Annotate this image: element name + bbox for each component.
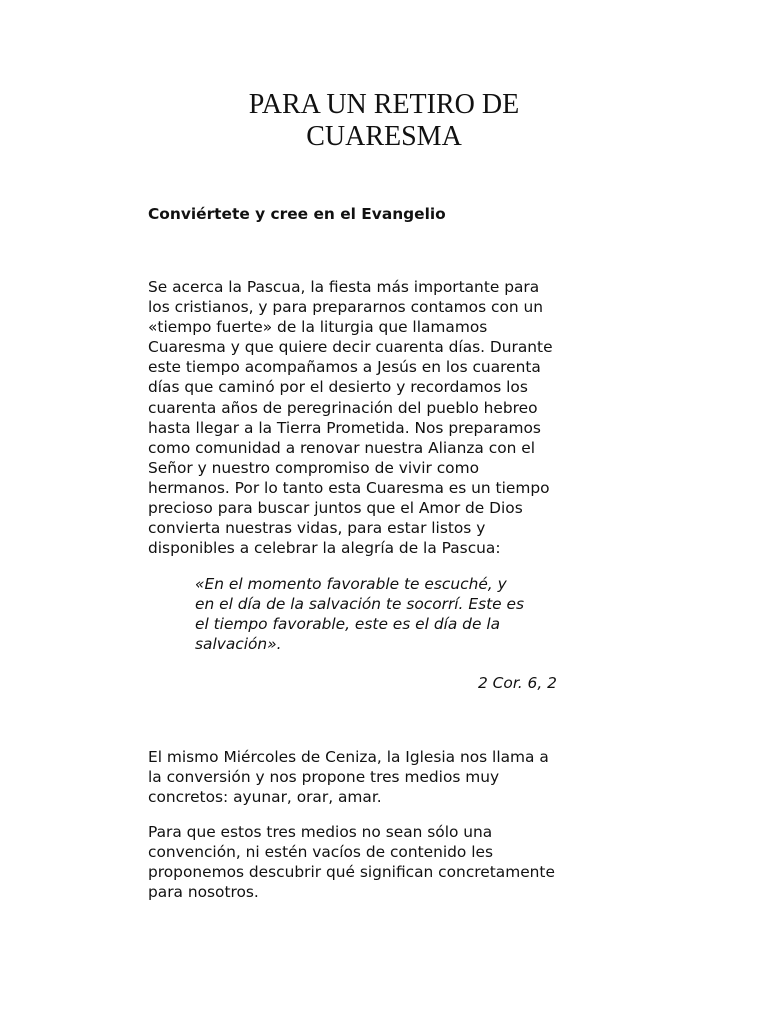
paragraph-line: El mismo Miércoles de Ceniza, la Iglesia nos llama a (148, 748, 549, 766)
paragraph-purpose (148, 822, 555, 902)
paragraph-line: convención, ni estén vacíos de contenido les (148, 843, 493, 862)
paragraph-line: Cuaresma y que quiere decir cuarenta días. Durante (148, 338, 553, 357)
paragraph-line: los cristianos, y para prepararnos contamos con un (148, 298, 544, 317)
paragraph-line: Para que estos tres medios no sean sólo una (148, 823, 493, 841)
paragraph-line: este tiempo acompañamos a Jesús en los cuarenta (148, 358, 541, 377)
paragraph-intro (148, 277, 553, 558)
paragraph-line: días que caminó por el desierto y recordamos los (148, 378, 528, 397)
paragraph-line: la conversión y nos propone tres medios muy (148, 768, 500, 787)
paragraph-line: «tiempo fuerte» de la liturgia que llamamos (148, 318, 488, 337)
paragraph-line: Se acerca la Pascua, la fiesta más importante para (148, 278, 540, 296)
quote-line: en el día de la salvación te socorrí. Este es (195, 595, 524, 614)
quote-line: salvación». (195, 635, 282, 654)
paragraph-line: disponibles a celebrar la alegría de la Pascua: (148, 539, 501, 558)
paragraph-line: proponemos descubrir qué significan concretamente (148, 863, 555, 882)
quote-line: «En el momento favorable te escuché, y (195, 575, 507, 593)
quote-citation: 2 Cor. 6, 2 (478, 674, 557, 692)
paragraph-line: concretos: ayunar, orar, amar. (148, 788, 382, 807)
paragraph-ash-wednesday (148, 747, 549, 807)
paragraph-line: hermanos. Por lo tanto esta Cuaresma es un tiempo (148, 478, 550, 497)
paragraph-line: convierta nuestras vidas, para estar listos y (148, 519, 486, 538)
scripture-quote (195, 574, 524, 654)
section-subtitle: Conviértete y cree en el Evangelio (148, 205, 446, 223)
paragraph-line: hasta llegar a la Tierra Prometida. Nos preparamos (148, 418, 541, 437)
document-title (0, 89, 768, 153)
paragraph-line: como comunidad a renovar nuestra Alianza con el (148, 438, 536, 457)
paragraph-line: Señor y nuestro compromiso de vivir como (148, 458, 480, 477)
paragraph-line: para nosotros. (148, 883, 259, 902)
quote-line: el tiempo favorable, este es el día de la (195, 615, 501, 634)
title-line: CUARESMA (306, 121, 462, 152)
paragraph-line: cuarenta años de peregrinación del pueblo hebreo (148, 398, 538, 417)
paragraph-line: precioso para buscar juntos que el Amor de Dios (148, 499, 523, 518)
title-line: PARA UN RETIRO DE (248, 89, 520, 120)
